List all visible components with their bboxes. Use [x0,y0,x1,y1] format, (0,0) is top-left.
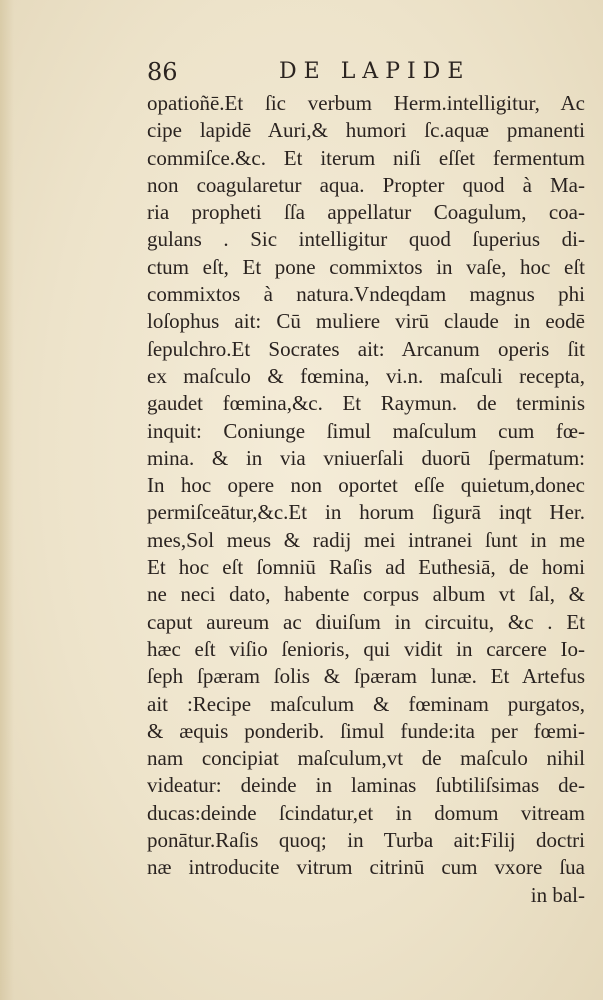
text-line: loſophus ait: Cū muliere virū claude in eodē [147,309,585,334]
text-line: ſeph ſpæram ſolis & ſpæram lunæ. Et Artefus [147,664,585,689]
text-line: ducas:deinde ſcindatur,et in domum vitream [147,800,585,825]
text-line: ſepulchro.Et Socrates ait: Arcanum operis ſit [147,336,585,361]
text-line: ait :Recipe maſculum & fœminam purgatos, [147,691,585,716]
text-line: inquit: Coniunge ſimul maſculum cum fœ- [147,418,585,443]
text-line: videatur: deinde in laminas ſubtiliſsimas de- [147,773,585,798]
text-line: in bal- [530,882,585,907]
text-line: ne neci dato, habente corpus album vt ſal, & [147,582,585,607]
page-header [147,56,587,88]
text-line: mes,Sol meus & radij mei intranei ſunt in me [147,527,585,552]
text-line: In hoc opere non oportet eſſe quietum,donec [147,473,585,498]
text-line: commiſce.&c. Et iterum niſi eſſet fermentum [147,145,585,170]
page-gutter-shadow [0,0,14,1000]
text-line: non coagularetur aqua. Propter quod à Ma- [147,172,585,197]
text-line: cipe lapidē Auri,& humori ſc.aquæ pmanenti [147,118,585,143]
text-line: gaudet fœmina,&c. Et Raymun. de terminis [147,391,585,416]
running-title: DE LAPIDE [279,59,471,84]
text-line: næ introducite vitrum citrinū cum vxore ſua [147,855,585,880]
text-line: Et hoc eſt ſomniū Raſis ad Euthesiā, de homi [147,555,585,580]
page-number: 86 [147,58,178,86]
text-line: caput aureum ac diuiſum in circuitu, &c . Et [147,609,585,634]
text-line: permiſceātur,&c.Et in horum ſigurā inqt Her. [147,500,585,525]
text-line: nam concipiat maſculum,vt de maſculo nihil [147,746,585,771]
text-line: ex maſculo & fœmina, vi.n. maſculi recepta, [147,363,585,388]
text-line: gulans . Sic intelligitur quod ſuperius di- [147,227,585,252]
text-line: & æquis ponderib. ſimul funde:ita per fœmi- [147,718,585,743]
text-line: ctum eſt, Et pone commixtos in vaſe, hoc eſt [147,254,585,279]
text-line: mina. & in via vniuerſali duorū ſpermatum: [147,445,585,470]
text-line: ponātur.Raſis quoq; in Turba ait:Filij doctri [147,828,585,853]
text-line: hæc eſt viſio ſenioris, qui vidit in carcere Io- [147,636,585,661]
body-text [147,90,585,909]
text-line: commixtos à natura.Vndeqdam magnus phi [147,282,585,307]
text-line: opatioñē.Et ſic verbum Herm.intelligitur, Ac [147,91,585,115]
text-line: ria propheti ſſa appellatur Coagulum, coa- [147,200,585,225]
